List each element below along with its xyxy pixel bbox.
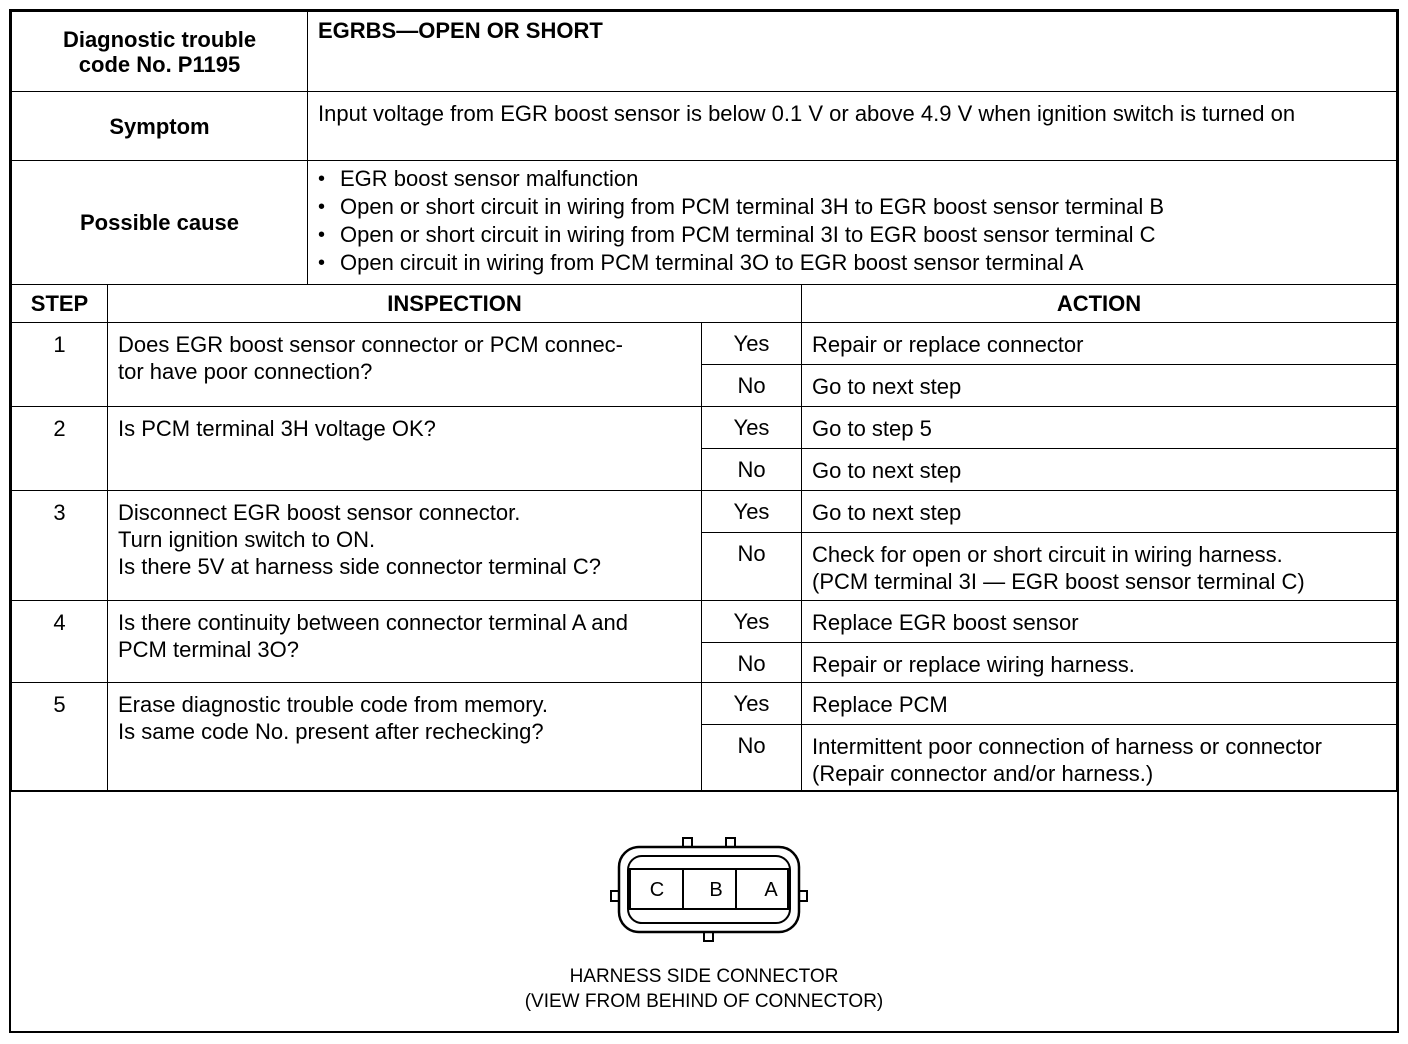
no-action: Go to next step — [802, 449, 1397, 491]
terminal-label: C — [649, 879, 665, 901]
dtc-label: Diagnostic trouble code No. P1195 — [12, 12, 308, 92]
no-action: Repair or replace wiring harness. — [802, 643, 1397, 683]
step-number: 1 — [12, 323, 108, 407]
no-label: No — [702, 643, 802, 683]
inspection-text: Disconnect EGR boost sensor connector. Turn ignition switch to ON. Is there 5V at harness side connector terminal C? — [108, 491, 702, 601]
no-label: No — [702, 365, 802, 407]
inspection-text: Erase diagnostic trouble code from memory. Is same code No. present after rechecking? — [108, 683, 702, 791]
diagnostic-sheet — [9, 9, 1399, 1033]
yes-label: Yes — [702, 601, 802, 643]
yes-label: Yes — [702, 491, 802, 533]
possible-cause-label: Possible cause — [12, 161, 308, 285]
caption-line: (VIEW FROM BEHIND OF CONNECTOR) — [524, 991, 884, 1012]
step-number: 4 — [12, 601, 108, 683]
yes-action: Repair or replace connector — [802, 323, 1397, 365]
yes-action: Replace EGR boost sensor — [802, 601, 1397, 643]
no-label: No — [702, 725, 802, 791]
dtc-title: EGRBS—OPEN OR SHORT — [318, 18, 603, 43]
no-label: No — [702, 449, 802, 491]
terminal-label: B — [709, 879, 723, 901]
steps-table — [11, 284, 1397, 791]
step-number: 3 — [12, 491, 108, 601]
cause-item: • Open or short circuit in wiring from PCM terminal 3H to EGR boost sensor terminal B — [318, 193, 1396, 221]
table-row — [12, 601, 1397, 643]
caption-line: HARNESS SIDE CONNECTOR — [569, 966, 839, 987]
cause-item: • Open circuit in wiring from PCM terminal 3O to EGR boost sensor terminal A — [318, 249, 1396, 277]
table-row — [12, 323, 1397, 365]
connector-tab — [726, 838, 735, 847]
no-action: Intermittent poor connection of harness or connector (Repair connector and/or harness.) — [802, 725, 1397, 791]
connector-figure — [11, 791, 1397, 1032]
cause-item: • EGR boost sensor malfunction — [318, 165, 1396, 193]
inspection-text: Is there continuity between connector terminal A and PCM terminal 3O? — [108, 601, 702, 683]
yes-label: Yes — [702, 407, 802, 449]
table-row — [12, 407, 1397, 449]
connector-tab — [683, 838, 692, 847]
cause-item: • Open or short circuit in wiring from PCM terminal 3I to EGR boost sensor terminal C — [318, 221, 1396, 249]
table-row — [12, 491, 1397, 533]
symptom-text: Input voltage from EGR boost sensor is below 0.1 V or above 4.9 V when ignition switch is turned on — [308, 92, 1397, 161]
inspection-text: Is PCM terminal 3H voltage OK? — [108, 407, 702, 491]
step-number: 5 — [12, 683, 108, 791]
header-table — [11, 11, 1397, 285]
terminal-label: A — [764, 879, 778, 901]
step-number: 2 — [12, 407, 108, 491]
symptom-label: Symptom — [12, 92, 308, 161]
yes-label: Yes — [702, 323, 802, 365]
yes-label: Yes — [702, 683, 802, 725]
column-header-inspection: INSPECTION — [108, 285, 802, 323]
harness-connector-diagram — [601, 832, 821, 947]
connector-caption — [11, 964, 1397, 1014]
table-row — [12, 683, 1397, 725]
no-label: No — [702, 533, 802, 601]
no-action: Go to next step — [802, 365, 1397, 407]
yes-action: Replace PCM — [802, 683, 1397, 725]
column-header-action: ACTION — [802, 285, 1397, 323]
yes-action: Go to step 5 — [802, 407, 1397, 449]
connector-tab — [704, 932, 713, 941]
inspection-text: Does EGR boost sensor connector or PCM connec- tor have poor connection? — [108, 323, 702, 407]
column-header-step: STEP — [12, 285, 108, 323]
possible-cause-list — [308, 161, 1396, 277]
possible-cause-list-cell — [308, 161, 1397, 285]
no-action: Check for open or short circuit in wiring harness. (PCM terminal 3I — EGR boost sensor terminal C) — [802, 533, 1397, 601]
yes-action: Go to next step — [802, 491, 1397, 533]
